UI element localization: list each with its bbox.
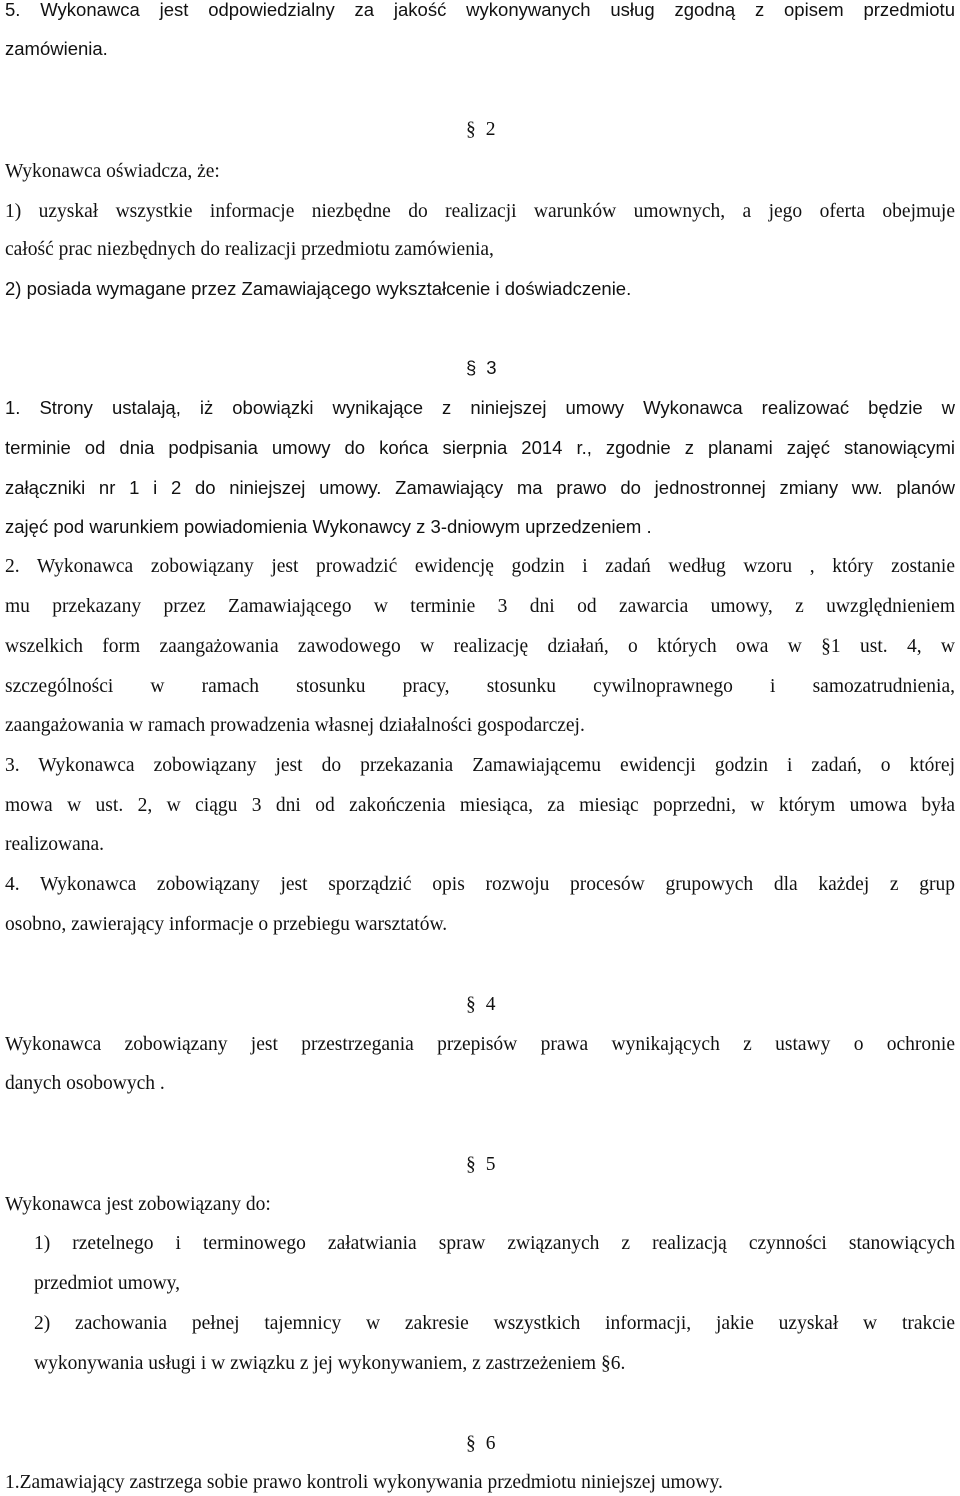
paragraph-line: całość prac niezbędnych do realizacji przedmiotu zamówienia,	[5, 239, 494, 260]
section-heading-5	[466, 1153, 496, 1177]
section-number: 6	[485, 1433, 496, 1454]
paragraph-line: danych osobowych .	[5, 1073, 165, 1094]
section-number: 3	[486, 357, 497, 378]
paragraph-line: wykonywania usługi i w związku z jej wykonywaniem, z zastrzeżeniem §6.	[34, 1353, 626, 1374]
section-sign: §	[466, 994, 476, 1015]
paragraph-line: 2. Wykonawca zobowiązany jest prowadzić ewidencję godzin i zadań według wzoru , który zostanie	[5, 556, 955, 577]
paragraph-line: 1) uzyskał wszystkie informacje niezbędne do realizacji warunków umownych, a jego oferta obejmuje	[5, 201, 955, 222]
section-sign: §	[466, 1433, 476, 1454]
section-number: 2	[485, 119, 496, 140]
paragraph-line: Wykonawca jest zobowiązany do:	[5, 1194, 271, 1215]
paragraph-line: Wykonawca zobowiązany jest przestrzegania przepisów prawa wynikających z ustawy o ochronie	[5, 1034, 955, 1055]
section-sign: §	[466, 119, 476, 140]
paragraph-line: 1.Zamawiający zastrzega sobie prawo kontroli wykonywania przedmiotu niniejszej umowy.	[5, 1472, 723, 1493]
paragraph-line: szczególności w ramach stosunku pracy, stosunku cywilnoprawnego i samozatrudnienia,	[5, 676, 955, 697]
paragraph-line: Wykonawca oświadcza, że:	[5, 161, 220, 182]
paragraph-line: 2) posiada wymagane przez Zamawiającego wykształcenie i doświadczenie.	[5, 278, 632, 299]
section-heading-6	[466, 1432, 496, 1456]
section-number: 4	[485, 994, 496, 1015]
section-heading-3	[466, 356, 497, 380]
section-heading-4	[466, 993, 496, 1017]
paragraph-line: 1. Strony ustalają, iż obowiązki wynikające z niniejszej umowy Wykonawca realizować będzie w	[5, 397, 955, 418]
paragraph-line: załączniki nr 1 i 2 do niniejszej umowy. Zamawiający ma prawo do jednostronnej zmiany ww. planów	[5, 477, 955, 498]
section-heading-2	[466, 118, 496, 142]
section-sign: §	[466, 1154, 476, 1175]
section-sign: §	[466, 357, 477, 378]
paragraph-line: wszelkich form zaangażowania zawodowego w realizację działań, o których owa w §1 ust. 4, w	[5, 636, 955, 657]
paragraph-line: 3. Wykonawca zobowiązany jest do przekazania Zamawiającemu ewidencji godzin i zadań, o której	[5, 755, 955, 776]
paragraph-line: mu przekazany przez Zamawiającego w terminie 3 dni od zawarcia umowy, z uwzględnieniem	[5, 596, 955, 617]
paragraph-line: terminie od dnia podpisania umowy do końca sierpnia 2014 r., zgodnie z planami zajęć stanowiącymi	[5, 437, 955, 458]
paragraph-line: zajęć pod warunkiem powiadomienia Wykonawcy z 3-dniowym uprzedzeniem .	[5, 516, 652, 537]
paragraph-line: 4. Wykonawca zobowiązany jest sporządzić opis rozwoju procesów grupowych dla każdej z grup	[5, 874, 955, 895]
paragraph-line: 5. Wykonawca jest odpowiedzialny za jakość wykonywanych usług zgodną z opisem przedmiotu	[5, 0, 955, 20]
paragraph-line: przedmiot umowy,	[34, 1273, 181, 1294]
section-number: 5	[485, 1154, 496, 1175]
paragraph-line: zamówienia.	[5, 38, 108, 59]
paragraph-line: mowa w ust. 2, w ciągu 3 dni od zakończenia miesiąca, za miesiąc poprzedni, w którym umowa była	[5, 795, 955, 816]
paragraph-line: realizowana.	[5, 834, 105, 855]
paragraph-line: osobno, zawierający informacje o przebiegu warsztatów.	[5, 914, 448, 935]
paragraph-line: 2) zachowania pełnej tajemnicy w zakresie wszystkich informacji, jakie uzyskał w trakcie	[34, 1313, 955, 1334]
paragraph-line: 1) rzetelnego i terminowego załatwiania spraw związanych z realizacją czynności stanowiących	[34, 1233, 955, 1254]
paragraph-line: zaangażowania w ramach prowadzenia własnej działalności gospodarczej.	[5, 715, 585, 736]
